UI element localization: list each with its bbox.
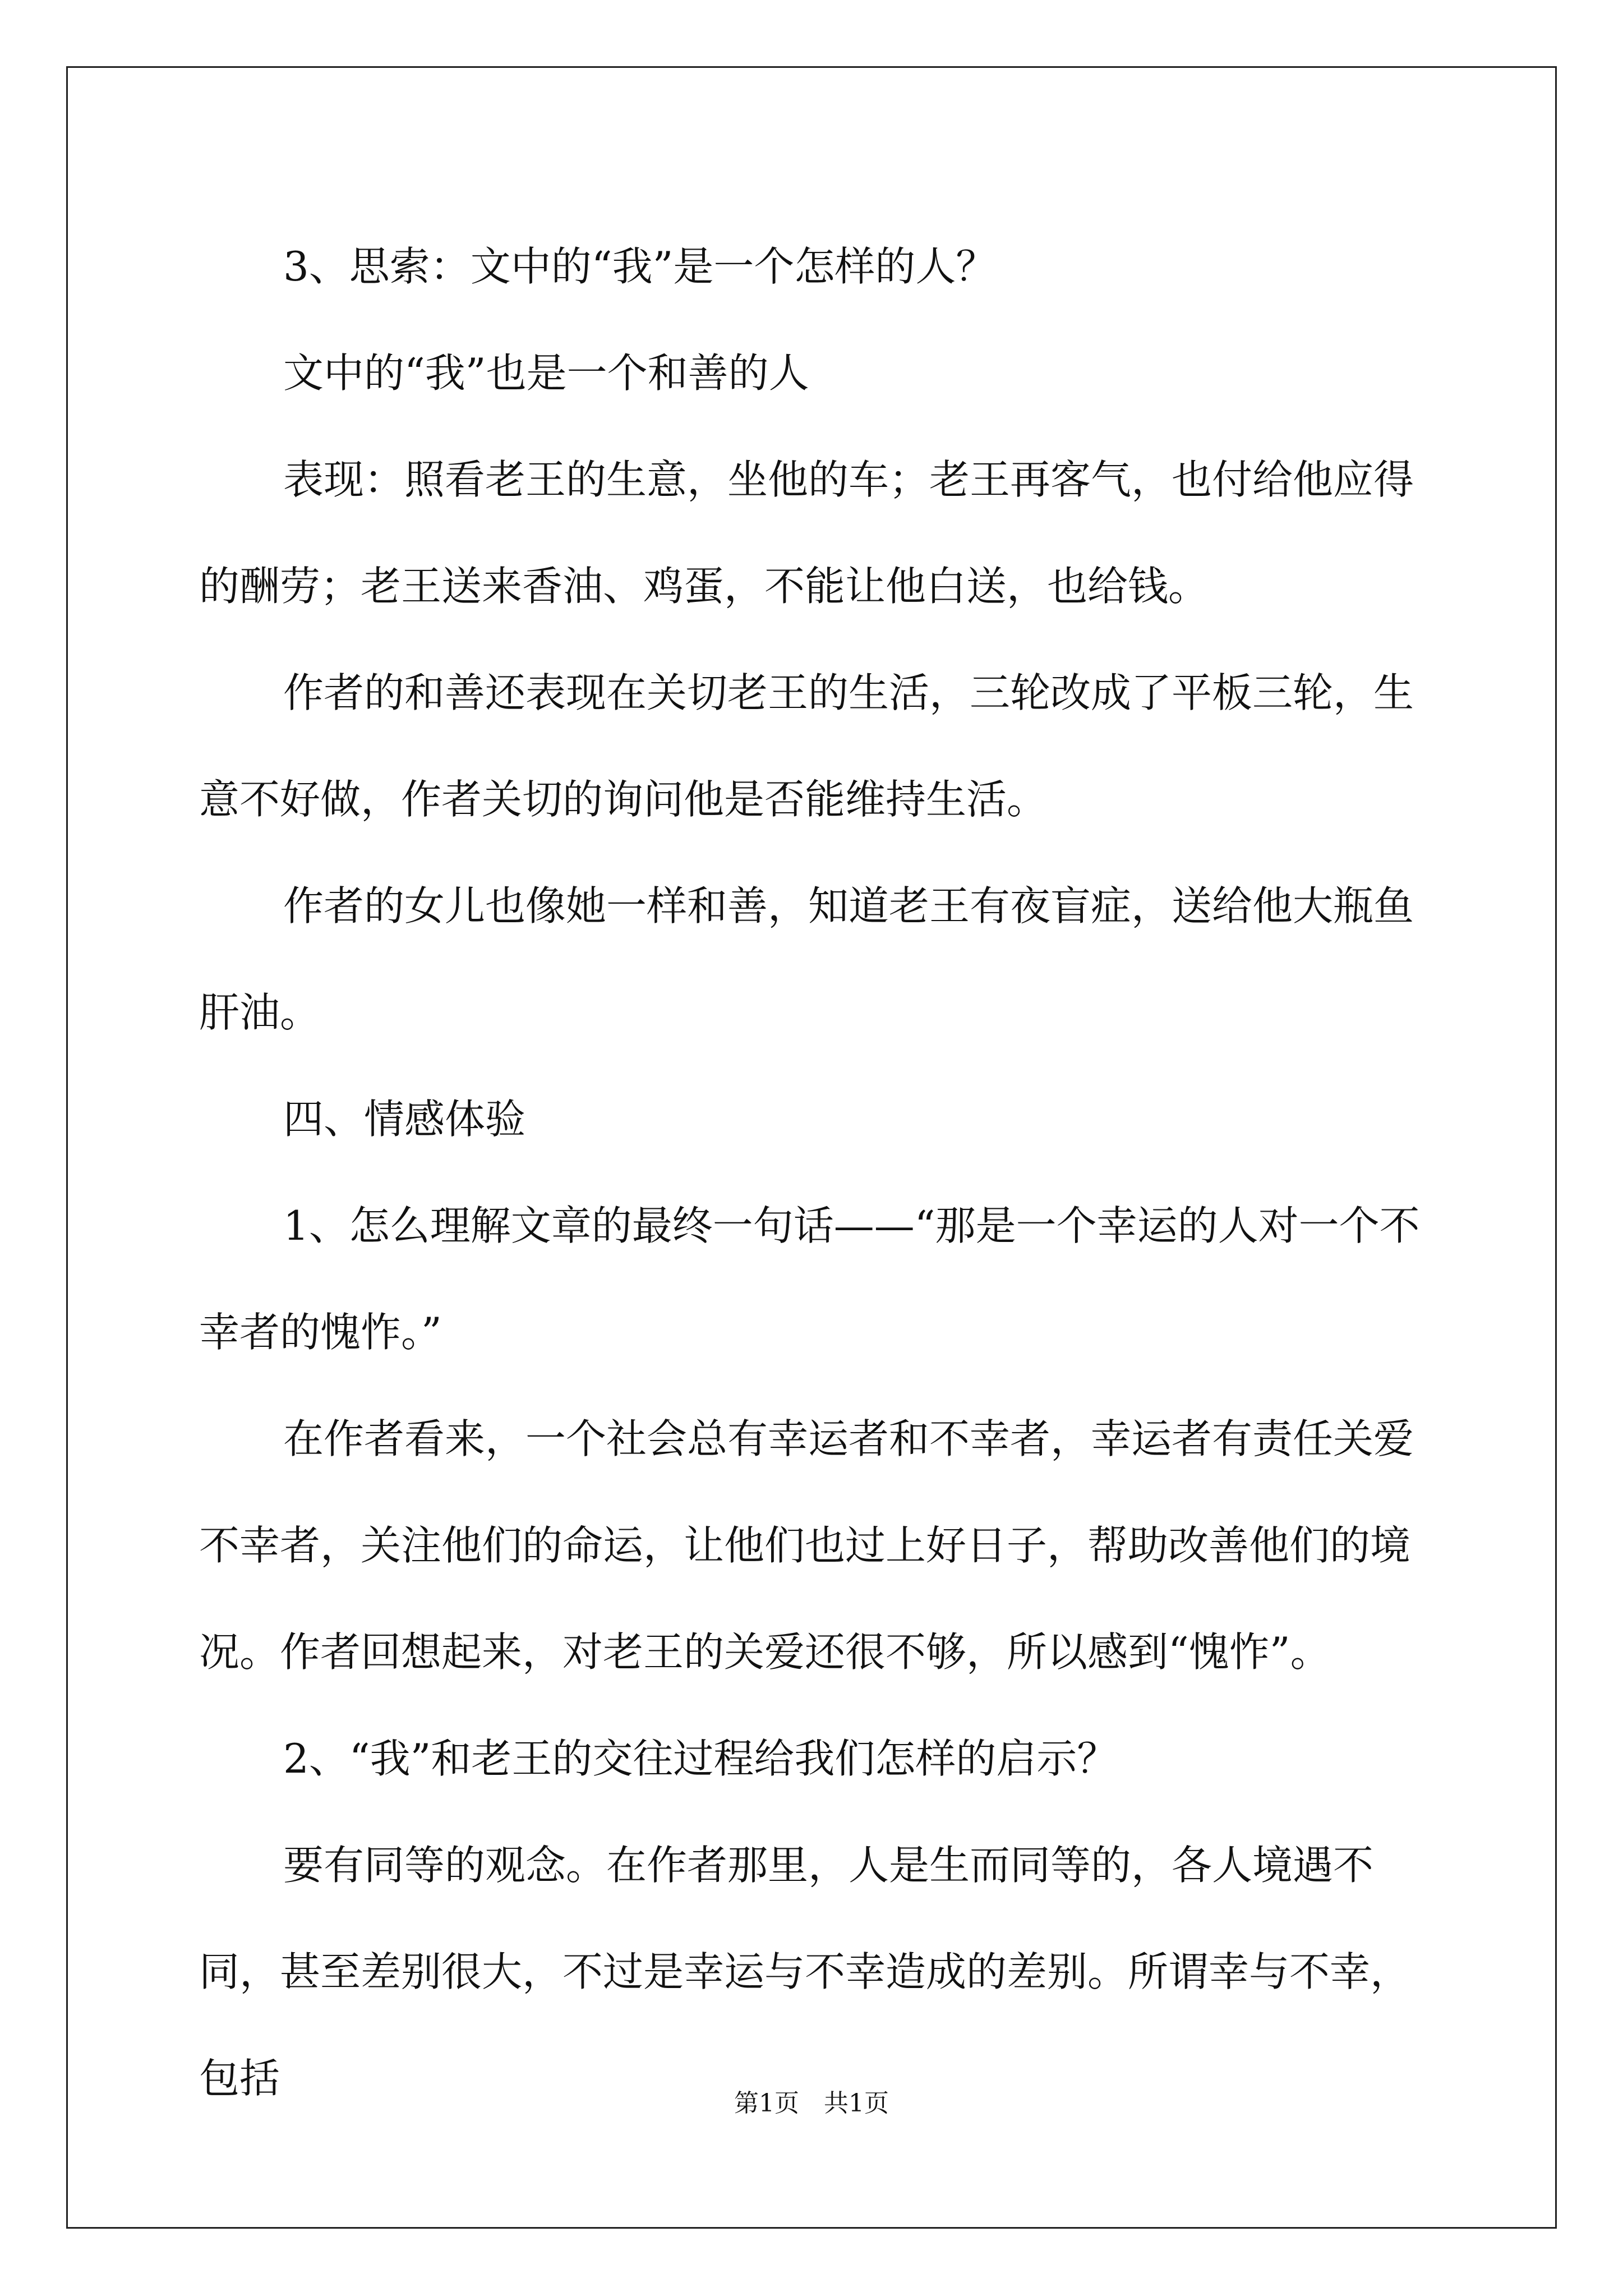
paragraph-question-2: 2、“我”和老王的交往过程给我们怎样的启示？	[283, 1735, 1118, 1782]
paragraph-concern-life: 作者的和善还表现在关切老王的生活，三轮改成了平板三轮，生意不好做，作者关切的询问他是否能维持生活。	[199, 669, 1414, 823]
paragraph-question-3: 3、思索：文中的“我”是一个怎样的人？	[283, 243, 997, 290]
paragraph-equality: 要有同等的观念。在作者那里，人是生而同等的，各人境遇不同，甚至差别很大，不过是幸运与不幸造成的差别。所谓幸与不幸，包括	[199, 1842, 1411, 2102]
paragraph-answer-kind-person: 文中的“我”也是一个和善的人	[283, 349, 809, 397]
document-body	[199, 213, 1433, 2132]
paragraph-daughter: 作者的女儿也像她一样和善，知道老王有夜盲症，送给他大瓶鱼肝油。	[199, 882, 1414, 1036]
paragraph-question-1: 1、怎么理解文章的最终一句话——“那是一个幸运的人对一个不幸者的愧怍。”	[199, 1202, 1420, 1356]
paragraph-behavior: 表现：照看老王的生意，坐他的车；老王再客气，也付给他应得的酬劳；老王送来香油、鸡蛋，不能让他白送，也给钱。	[199, 456, 1414, 610]
page-footer: 第1页 共1页	[734, 2089, 889, 2118]
section-heading-emotion: 四、情感体验	[283, 1096, 526, 1143]
paragraph-explanation: 在作者看来，一个社会总有幸运者和不幸者，幸运者有责任关爱不幸者，关注他们的命运，让他们也过上好日子，帮助改善他们的境况。作者回想起来，对老王的关爱还很不够，所以感到“愧怍”。	[199, 1415, 1414, 1676]
